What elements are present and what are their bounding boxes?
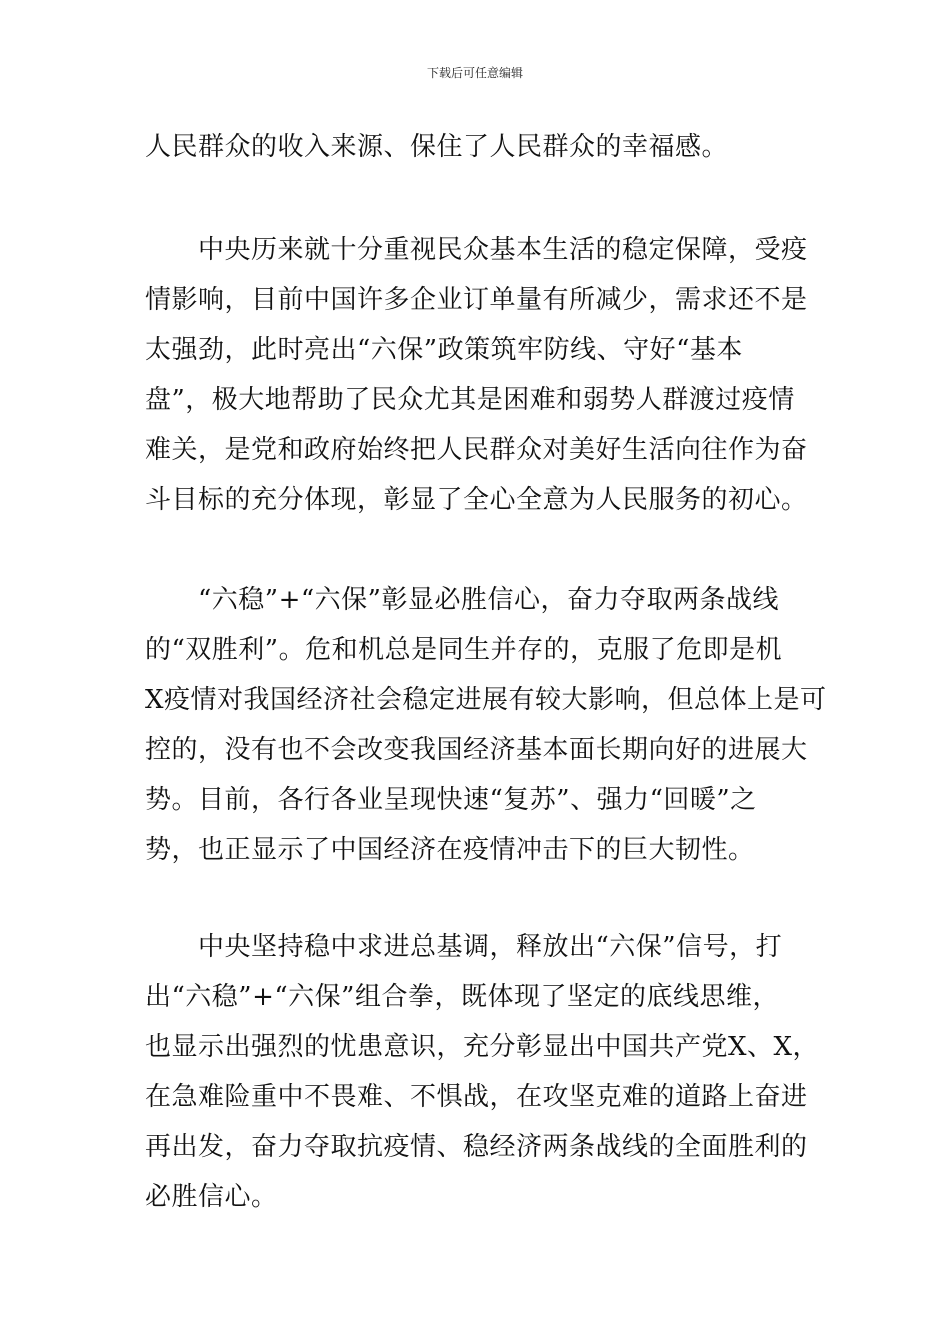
paragraph-4-line-2: 出“六稳”+“六保”组合拳，既体现了坚定的底线思维，: [145, 982, 779, 1012]
paragraph-4-line-6: 必胜信心。: [145, 1182, 278, 1212]
paragraph-3-line-5: 势。目前，各行各业呈现快速“复苏”、强力“回暖”之: [145, 785, 757, 815]
paragraph-2-line-6: 斗目标的充分体现，彰显了全心全意为人民服务的初心。: [145, 485, 808, 515]
paragraph-4-line-4: 在急难险重中不畏难、不惧战，在攻坚克难的道路上奋进: [145, 1082, 808, 1112]
paragraph-1-line-1: 人民群众的收入来源、保住了人民群众的幸福感。: [145, 132, 729, 162]
paragraph-2-line-3: 太强劲，此时亮出“六保”政策筑牢防线、守好“基本: [145, 335, 743, 365]
paragraph-3-line-4: 控的，没有也不会改变我国经济基本面长期向好的进展大: [145, 735, 808, 765]
paragraph-3-line-2: 的“双胜利”。危和机总是同生并存的，克服了危即是机: [145, 635, 783, 665]
paragraph-3-line-1: “六稳”+“六保”彰显必胜信心，奋力夺取两条战线: [145, 585, 779, 615]
page-header: 下载后可任意编辑: [426, 66, 523, 80]
paragraph-4-line-3: 也显示出强烈的忧患意识，充分彰显出中国共产党X、X，: [145, 1032, 820, 1062]
paragraph-4-line-1: 中央坚持稳中求进总基调，释放出“六保”信号，打: [145, 932, 783, 962]
paragraph-2-line-4: 盘”，极大地帮助了民众尤其是困难和弱势人群渡过疫情: [145, 385, 795, 415]
paragraph-3-line-3: X疫情对我国经济社会稳定进展有较大影响，但总体上是可: [145, 685, 827, 715]
paragraph-2-line-1: 中央历来就十分重视民众基本生活的稳定保障，受疫: [145, 235, 808, 265]
paragraph-3-line-6: 势，也正显示了中国经济在疫情冲击下的巨大韧性。: [145, 835, 755, 865]
paragraph-2-line-5: 难关，是党和政府始终把人民群众对美好生活向往作为奋: [145, 435, 808, 465]
paragraph-2-line-2: 情影响，目前中国许多企业订单量有所减少，需求还不是: [145, 285, 808, 315]
paragraph-4-line-5: 再出发，奋力夺取抗疫情、稳经济两条战线的全面胜利的: [145, 1132, 808, 1162]
